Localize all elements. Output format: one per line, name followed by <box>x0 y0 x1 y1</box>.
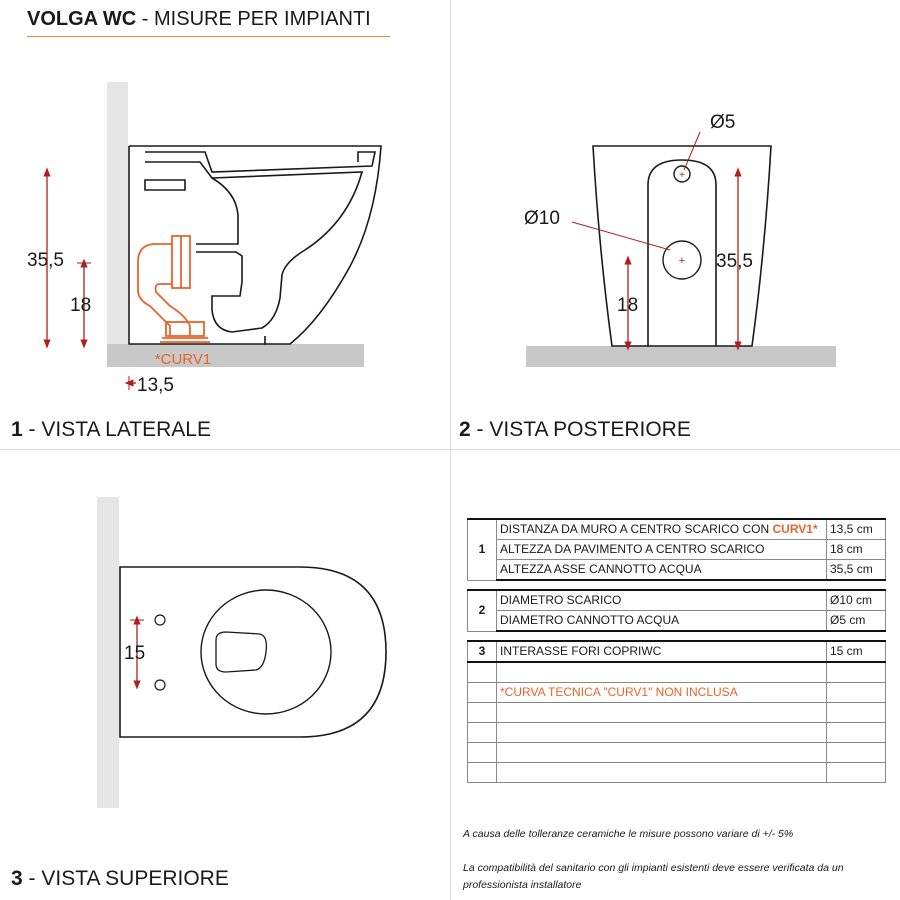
section-number: 1 <box>11 418 23 441</box>
product-name: VOLGA WC <box>27 8 137 30</box>
dim-drain-label: 18 <box>70 295 92 316</box>
seat-hole <box>155 615 165 625</box>
wall <box>97 497 119 808</box>
lateral-view-drawing <box>0 40 450 400</box>
wall <box>107 82 128 344</box>
group-number: 1 <box>468 519 497 580</box>
table-cell-value: 35,5 cm <box>827 560 886 581</box>
page-subtitle: - MISURE PER IMPIANTI <box>136 8 371 30</box>
section-number: 3 <box>11 867 23 890</box>
specs-table <box>467 518 886 783</box>
section-label: - VISTA LATERALE <box>22 418 211 441</box>
tolerance-note: A causa delle tolleranze ceramiche le misure possono variare di +/- 5% <box>463 828 794 840</box>
table-row <box>468 662 886 683</box>
dim-total-label: 35,5 <box>27 250 64 271</box>
center-mark: + <box>678 255 686 267</box>
dia-drain-label: Ø10 <box>524 208 560 229</box>
rear-view-drawing <box>451 40 900 400</box>
table-row <box>468 641 886 662</box>
bowl-drain-opening <box>216 632 266 672</box>
center-mark: + <box>679 170 685 181</box>
toilet-side-outline <box>129 146 381 344</box>
table-row <box>468 611 886 632</box>
desc-text: DISTANZA DA MURO A CENTRO SCARICO CON <box>500 522 773 536</box>
table-cell-desc <box>497 519 827 540</box>
toilet-top-outline <box>120 567 386 737</box>
table-row <box>468 540 886 560</box>
seat-hole <box>155 680 165 690</box>
desc-highlight: CURV1* <box>772 522 818 536</box>
dim-holes-label: 15 <box>124 643 146 664</box>
table-row <box>468 763 886 783</box>
section-title-rear <box>459 418 691 442</box>
table-row <box>468 590 886 611</box>
section-title-lateral <box>11 418 211 442</box>
table-row <box>468 683 886 703</box>
table-cell-value: Ø10 cm <box>827 590 886 611</box>
table-cell-desc: DIAMETRO CANNOTTO ACQUA <box>497 611 827 632</box>
dim-drain-label: 18 <box>617 295 639 316</box>
table-row <box>468 723 886 743</box>
table-cell-value: 15 cm <box>827 641 886 662</box>
table-cell-desc: ALTEZZA DA PAVIMENTO A CENTRO SCARICO <box>497 540 827 560</box>
horizontal-divider <box>0 449 900 450</box>
group-number: 3 <box>468 641 497 662</box>
title-underline <box>27 36 390 37</box>
compatibility-note: La compatibilità del sanitario con gli impianti esistenti deve essere verificata da un professionista installatore <box>463 862 844 891</box>
table-note: *CURVA TECNICA "CURV1" NON INCLUSA <box>497 683 827 703</box>
floor <box>526 346 836 367</box>
group-number: 2 <box>468 590 497 631</box>
dim-wall-label: 13,5 <box>137 375 174 396</box>
table-cell-desc: DIAMETRO SCARICO <box>497 590 827 611</box>
table-row <box>468 703 886 723</box>
table-row <box>468 743 886 763</box>
top-view-drawing <box>0 452 450 852</box>
section-label: - VISTA SUPERIORE <box>22 867 229 890</box>
section-number: 2 <box>459 418 471 441</box>
table-cell-value: Ø5 cm <box>827 611 886 632</box>
dim-total-label: 35,5 <box>716 251 753 272</box>
table-row <box>468 519 886 540</box>
table-cell-desc: INTERASSE FORI COPRIWC <box>497 641 827 662</box>
table-row <box>468 560 886 581</box>
dia-water-label: Ø5 <box>710 112 736 133</box>
floor <box>107 344 364 367</box>
section-title-top <box>11 867 229 891</box>
table-gap-row <box>468 631 886 641</box>
table-cell-value: 18 cm <box>827 540 886 560</box>
table-cell-value: 13,5 cm <box>827 519 886 540</box>
section-label: - VISTA POSTERIORE <box>470 418 691 441</box>
table-cell-desc: ALTEZZA ASSE CANNOTTO ACQUA <box>497 560 827 581</box>
page-title <box>27 8 371 31</box>
table-gap-row <box>468 580 886 590</box>
leader-drain <box>572 222 670 250</box>
curv1-label: *CURV1 <box>154 351 212 368</box>
leader-water <box>684 132 700 170</box>
